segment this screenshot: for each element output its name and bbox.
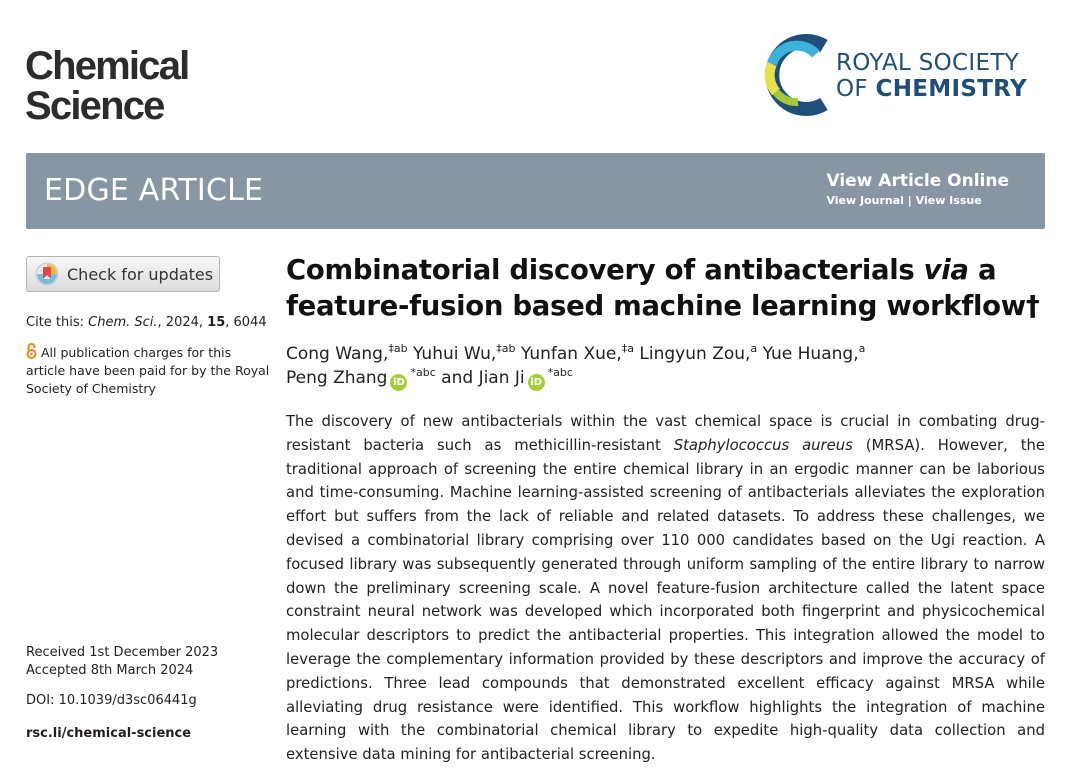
abstract-part2: (MRSA). However, the traditional approach of screening the entire chemical library in an ergodic manner can be laborious and time-consuming. Machine learning-assisted screening of antibacterials alleviates the exploration effort but suffers from the lack of reliable and related datasets. To address these challenges, we devised a combinatorial library comprising over 110 000 candidates based on the Ugi reaction. A focused library was subsequently generated through uniform sampling of the entire library to narrow down the preliminary screening scale. A novel feature-fusion architecture called the latent space constraint neural network was developed which incorporated both fingerprint and physicochemical molecular descriptors to predict the antibacterial properties. This integration allowed the model to leverage the complementary information provided by these descriptors and improve the accuracy of predictions. Three lead compounds that demonstrated excellent efficacy against MRSA while alleviating drug resistance were identified. This workflow highlights the integration of machine learning with the combinatorial chemical library to expedite high-quality data collection and extensive data mining for antibacterial screening. [286,436,1045,764]
check-for-updates-button[interactable] [26,256,220,292]
author-and: and [441,368,474,388]
author: Yunfan Xue, [520,344,622,364]
title-part2: a feature-fusion based machine learning workflow [286,254,1026,322]
abstract [286,410,1045,767]
open-access-icon [26,343,37,359]
open-access-note [26,343,271,398]
author: Cong Wang, [286,344,389,364]
article-title [286,252,1046,324]
journal-title [25,46,188,126]
author: Yuhui Wu, [413,344,497,364]
journal-title-line2: Science [25,84,164,128]
cite-page: , 6044 [225,315,267,330]
link-separator: | [903,194,916,207]
author-affiliation[interactable]: ‡ab [388,342,408,355]
article-type: EDGE ARTICLE [44,173,264,208]
rsc-wordmark-of: OF [836,76,876,102]
author-affiliation[interactable]: *abc [410,366,436,379]
author-list [286,342,1046,391]
author: Peng Zhang [286,368,388,388]
banner-links [826,171,1009,207]
accepted-date: Accepted 8th March 2024 [26,663,194,678]
doi: DOI: 10.1039/d3sc06441g [26,693,197,708]
journal-link[interactable]: rsc.li/chemical-science [26,726,192,741]
crossmark-icon [35,262,59,286]
orcid-icon[interactable]: iD [390,374,407,391]
author: Yue Huang, [762,344,859,364]
rsc-logo-mark-icon [758,32,838,118]
rsc-wordmark-line1: ROYAL SOCIETY [836,50,1020,76]
orcid-icon[interactable]: iD [528,374,545,391]
abstract-part1: The discovery of new antibacterials within the vast chemical space is crucial in combating drug-resistant bacteria such as methicillin-resistant [286,413,1045,454]
open-access-text: All publication charges for this article have been paid for by the Royal Society of Chemistry [26,345,270,396]
view-issue-link[interactable]: View Issue [915,194,982,207]
banner-sub-links [826,194,1009,207]
cite-journal: Chem. Sci. [88,315,158,330]
title-part1: Combinatorial discovery of antibacterials [286,254,924,286]
sidebar [26,256,271,292]
author-affiliation[interactable]: *abc [547,366,573,379]
abstract-italic: Staphylococcus aureus [673,436,853,454]
cite-label: Cite this: [26,315,89,330]
received-date: Received 1st December 2023 [26,645,219,660]
rsc-wordmark [836,50,1027,102]
author: Jian Ji [478,368,525,388]
title-italic: via [923,254,969,286]
article-type-banner [26,153,1045,229]
author-affiliation[interactable]: ‡ab [496,342,516,355]
rsc-wordmark-line2 [836,76,1027,102]
rsc-wordmark-chemistry: CHEMISTRY [875,76,1027,102]
title-dagger[interactable]: † [1025,290,1040,322]
view-journal-link[interactable]: View Journal [826,194,904,207]
author-affiliation[interactable]: a [750,342,758,355]
author: Lingyun Zou, [639,344,751,364]
author-affiliation[interactable]: a [858,342,866,355]
view-article-online-link[interactable]: View Article Online [826,171,1009,191]
author-affiliation[interactable]: ‡a [621,342,635,355]
citation [26,315,267,330]
journal-title-line1: Chemical [25,44,189,88]
cite-year: , 2024, [157,315,208,330]
check-for-updates-label: Check for updates [67,264,214,284]
cite-volume: 15 [207,315,226,330]
article-dates [26,644,218,680]
